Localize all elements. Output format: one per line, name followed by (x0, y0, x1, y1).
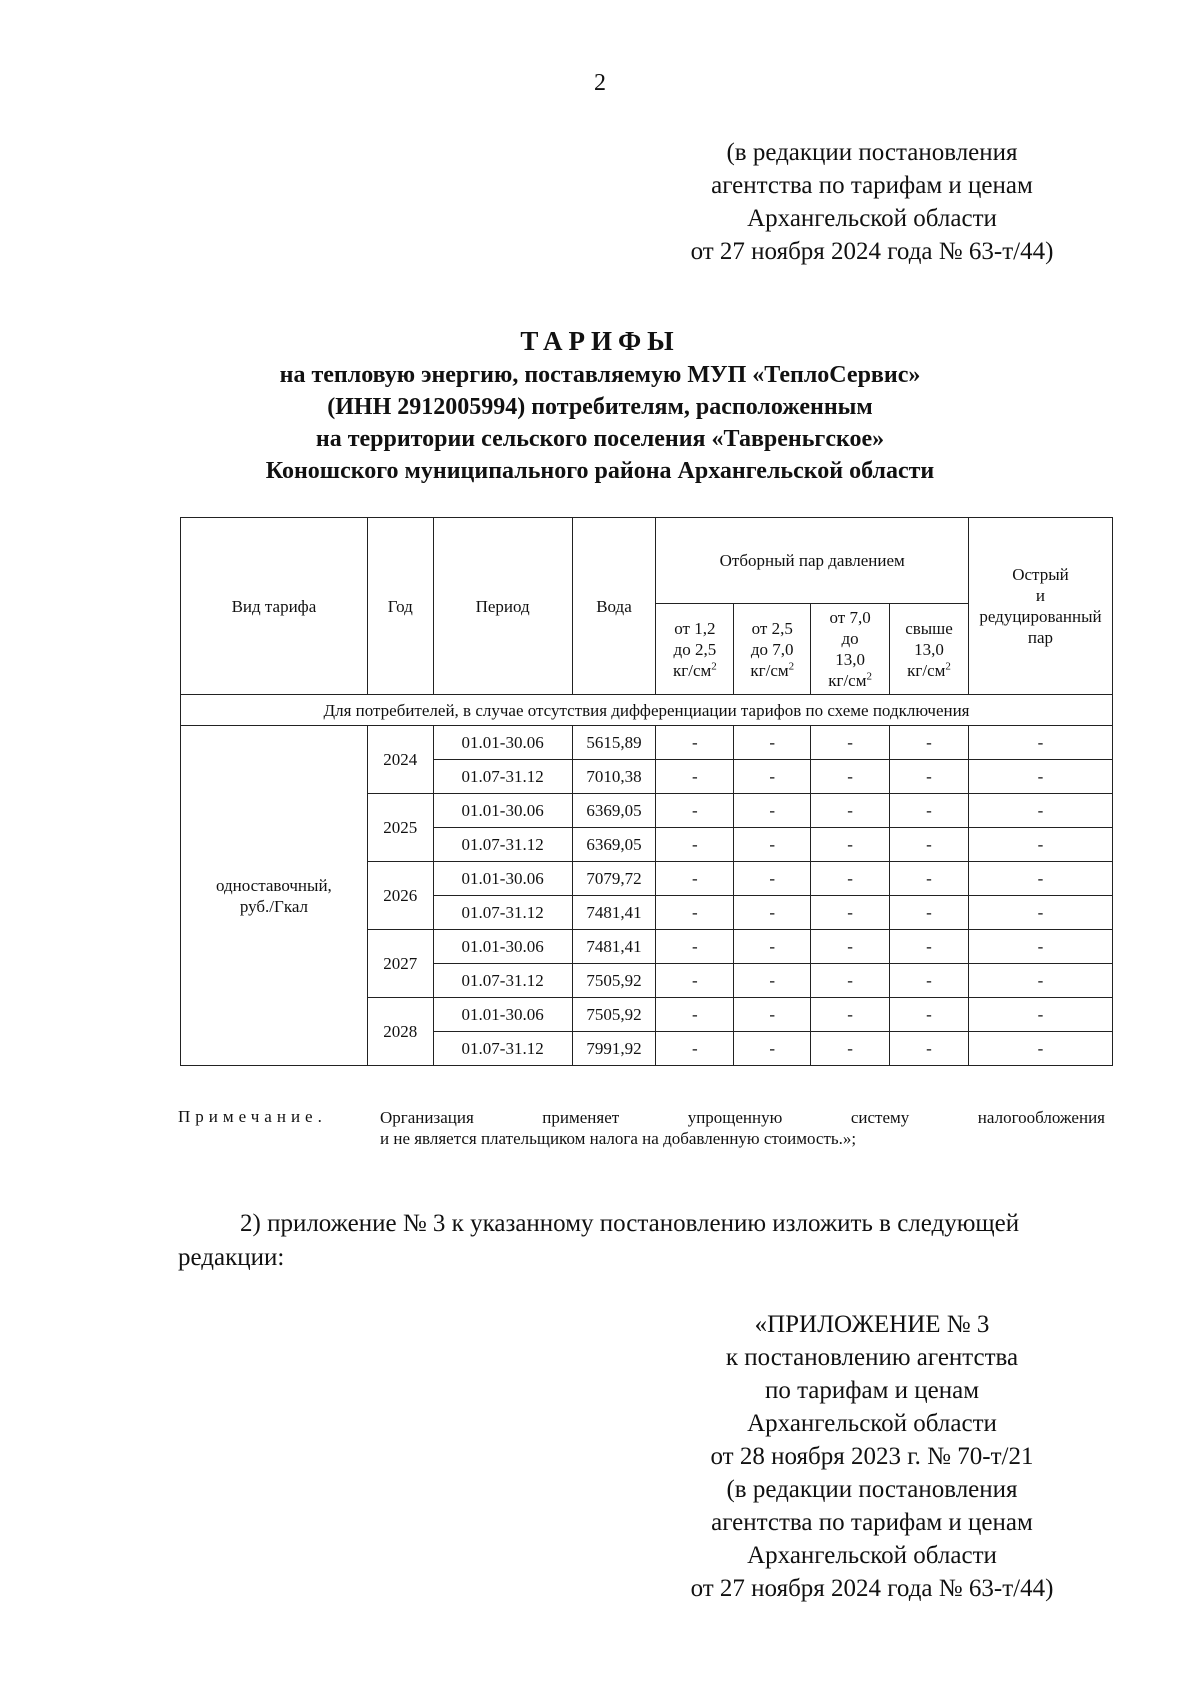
steam-tariff-cell: - (656, 896, 734, 930)
appendix-line: от 27 ноября 2024 года № 63-т/44) (690, 1575, 1054, 1602)
steam-tariff-cell: - (656, 998, 734, 1032)
appendix-line: Архангельской области (747, 1542, 997, 1569)
note-text-line: Организация применяет упрощенную систему налогообложения (380, 1108, 1105, 1127)
steam-tariff-cell: - (734, 998, 811, 1032)
year-cell: 2026 (367, 862, 433, 930)
year-cell: 2027 (367, 930, 433, 998)
header-line: до (841, 629, 859, 648)
appendix-line: (в редакции постановления (726, 1476, 1018, 1503)
header-kind: Вид тарифа (181, 518, 368, 695)
header-line: и (1035, 586, 1046, 605)
steam-tariff-cell: - (811, 794, 890, 828)
steam-tariff-cell: - (656, 794, 734, 828)
appendix-heading (632, 1308, 1112, 1605)
steam-tariff-cell: - (811, 828, 890, 862)
steam-tariff-cell: - (811, 998, 890, 1032)
steam-tariff-cell: - (890, 930, 969, 964)
appendix-line: от 28 ноября 2023 г. № 70-т/21 (710, 1443, 1034, 1470)
table-body (181, 726, 1113, 1066)
steam-tariff-cell: - (656, 862, 734, 896)
steam-tariff-cell: - (890, 896, 969, 930)
period-cell: 01.01-30.06 (433, 726, 572, 760)
period-cell: 01.01-30.06 (433, 862, 572, 896)
water-tariff-cell: 7079,72 (572, 862, 656, 896)
steam-tariff-cell: - (890, 964, 969, 998)
tariff-table (180, 517, 1113, 1066)
appendix-line: к постановлению агентства (725, 1344, 1019, 1371)
header-period: Период (433, 518, 572, 695)
steam-tariff-cell: - (656, 760, 734, 794)
period-cell: 01.01-30.06 (433, 794, 572, 828)
header-line: от 1,2 (674, 618, 716, 638)
steam-tariff-cell: - (734, 794, 811, 828)
year-cell: 2024 (367, 726, 433, 794)
steam-tariff-cell: - (734, 930, 811, 964)
header-line: от 7,0 (829, 608, 871, 627)
water-tariff-cell: 7991,92 (572, 1032, 656, 1066)
steam-tariff-cell: - (890, 794, 969, 828)
header-steam-2 (734, 604, 811, 695)
water-tariff-cell: 7505,92 (572, 998, 656, 1032)
header-line: до 7,0 (750, 639, 794, 659)
title-line: Коношского муниципального района Архангельской области (265, 458, 935, 484)
edition-line: Архангельской области (747, 205, 997, 232)
cell-line: одноставочный, (216, 875, 332, 895)
steam-tariff-cell: - (811, 896, 890, 930)
steam-tariff-cell: - (968, 930, 1112, 964)
steam-tariff-cell: - (968, 896, 1112, 930)
steam-tariff-cell: - (968, 726, 1112, 760)
tariff-kind-cell (181, 726, 368, 1066)
steam-tariff-cell: - (656, 828, 734, 862)
steam-tariff-cell: - (968, 1032, 1112, 1066)
steam-tariff-cell: - (968, 964, 1112, 998)
header-line: 13,0 (914, 639, 944, 659)
header-steam-3 (811, 604, 890, 695)
header-line: от 2,5 (751, 618, 793, 638)
header-year: Год (367, 518, 433, 695)
steam-tariff-cell: - (968, 760, 1112, 794)
edition-line: агентства по тарифам и ценам (711, 172, 1033, 199)
steam-tariff-cell: - (811, 862, 890, 896)
header-line: Острый (1012, 565, 1069, 584)
edition-note-top (632, 136, 1112, 268)
steam-tariff-cell: - (968, 998, 1112, 1032)
title-main: ТАРИФЫ (520, 326, 680, 356)
water-tariff-cell: 7481,41 (572, 896, 656, 930)
steam-tariff-cell: - (734, 964, 811, 998)
note-label: Примечание. (178, 1107, 327, 1126)
steam-tariff-cell: - (734, 760, 811, 794)
header-line: редуцированный (979, 607, 1102, 626)
water-tariff-cell: 7481,41 (572, 930, 656, 964)
steam-tariff-cell: - (734, 726, 811, 760)
water-tariff-cell: 5615,89 (572, 726, 656, 760)
steam-tariff-cell: - (890, 760, 969, 794)
header-steam-group: Отборный пар давлением (656, 518, 969, 604)
header-line: $кг/см^2$ (673, 659, 717, 680)
steam-tariff-cell: - (890, 862, 969, 896)
note-text-line: и не является плательщиком налога на добавленную стоимость.»; (380, 1129, 857, 1148)
appendix-line: Архангельской области (747, 1410, 997, 1437)
header-water: Вода (572, 518, 656, 695)
water-tariff-cell: 6369,05 (572, 828, 656, 862)
steam-tariff-cell: - (968, 862, 1112, 896)
consumer-category-row: Для потребителей, в случае отсутствия дифференциации тарифов по схеме подключения (181, 695, 1113, 726)
steam-tariff-cell: - (890, 726, 969, 760)
edition-line: от 27 ноября 2024 года № 63-т/44) (690, 238, 1054, 265)
water-tariff-cell: 7505,92 (572, 964, 656, 998)
header-line: пар (1027, 628, 1054, 647)
document-title (180, 323, 1020, 487)
steam-tariff-cell: - (811, 726, 890, 760)
steam-tariff-cell: - (811, 930, 890, 964)
steam-tariff-cell: - (734, 896, 811, 930)
steam-tariff-cell: - (656, 964, 734, 998)
header-line: $кг/см^2$ (907, 659, 951, 680)
header-line: до 2,5 (673, 639, 717, 659)
cell-line: руб./Гкал (239, 896, 308, 916)
year-cell: 2025 (367, 794, 433, 862)
period-cell: 01.07-31.12 (433, 1032, 572, 1066)
water-tariff-cell: 7010,38 (572, 760, 656, 794)
year-cell: 2028 (367, 998, 433, 1066)
steam-tariff-cell: - (811, 760, 890, 794)
body-paragraph: 2) приложение № 3 к указанному постановлению изложить в следующей редакции: (178, 1210, 1020, 1271)
steam-tariff-cell: - (811, 1032, 890, 1066)
steam-tariff-cell: - (890, 828, 969, 862)
edition-line: (в редакции постановления (726, 139, 1018, 166)
header-steam-1 (656, 604, 734, 695)
steam-tariff-cell: - (656, 930, 734, 964)
steam-tariff-cell: - (656, 1032, 734, 1066)
steam-tariff-cell: - (734, 828, 811, 862)
steam-tariff-cell: - (811, 964, 890, 998)
header-line: $кг/см^2$ (750, 659, 795, 680)
steam-tariff-cell: - (968, 794, 1112, 828)
period-cell: 01.01-30.06 (433, 930, 572, 964)
steam-tariff-cell: - (890, 1032, 969, 1066)
title-line: (ИНН 2912005994) потребителям, расположенным (327, 394, 873, 420)
appendix-line: по тарифам и ценам (764, 1377, 980, 1404)
appendix-line: «ПРИЛОЖЕНИЕ № 3 (754, 1311, 990, 1338)
header-sharp-steam (968, 518, 1112, 695)
period-cell: 01.07-31.12 (433, 760, 572, 794)
period-cell: 01.07-31.12 (433, 964, 572, 998)
period-cell: 01.07-31.12 (433, 896, 572, 930)
header-line: 13,0 (835, 650, 865, 669)
header-steam-4 (890, 604, 969, 695)
period-cell: 01.07-31.12 (433, 828, 572, 862)
steam-tariff-cell: - (890, 998, 969, 1032)
appendix-line: агентства по тарифам и ценам (711, 1509, 1033, 1536)
steam-tariff-cell: - (734, 862, 811, 896)
steam-tariff-cell: - (656, 726, 734, 760)
header-line: $кг/см^2$ (828, 670, 872, 690)
steam-tariff-cell: - (968, 828, 1112, 862)
table-row (181, 726, 1113, 760)
header-line: свыше (905, 618, 953, 638)
title-line: на тепловую энергию, поставляемую МУП «ТеплоСервис» (279, 362, 921, 388)
page-number: 2 (594, 70, 606, 96)
steam-tariff-cell: - (734, 1032, 811, 1066)
period-cell: 01.01-30.06 (433, 998, 572, 1032)
water-tariff-cell: 6369,05 (572, 794, 656, 828)
title-line: на территории сельского поселения «Тавреньгское» (315, 426, 885, 452)
